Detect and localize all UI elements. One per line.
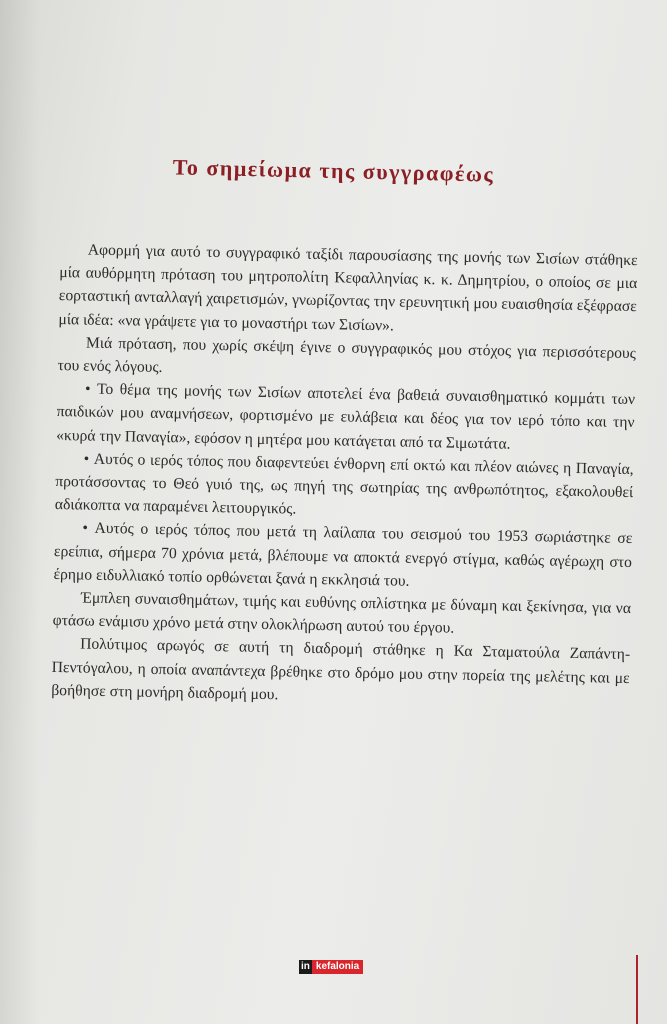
logo-name: kefalonia	[312, 960, 363, 974]
bullet-paragraph-memories	[56, 377, 635, 458]
page-title: Το σημείωμα της συγγραφέως	[172, 154, 495, 187]
bullet-paragraph-panagia	[55, 447, 634, 528]
body-text	[51, 238, 638, 713]
paragraph-intro: Αφορμή για αυτό το συγγραφικό ταξίδι παρουσίασης της μονής των Σισίων στάθηκε μία αυθόρμητη πρόταση του μητροπολίτη Κεφαλληνίας κ. κ. Δημητρίου, ο οποίος σε μια εορταστική ανταλλαγή χαιρετισμών, γνωρίζοντας την ερευνητική μου ευαισθησία εξέφρασε μία ιδέα: «να γράψετε για το μοναστήρι των Σισίων».	[58, 241, 638, 335]
bullet-text-earthquake: Αυτός ο ιερός τόπος που μετά τη λαίλαπα του σεισμού του 1953 σωριάστηκε σε ερείπια, σήμερα 70 χρόνια μετά, βλέπουμε να αποκτά ενεργό στίγμα, καθώς αγέρωχη στο έρημο ειδυλλιακό τοπίο ορθώνεται ξανά η εκκλησιά του.	[53, 520, 633, 590]
bullet-icon	[82, 520, 94, 537]
bullet-text-panagia: Αυτός ο ιερός τόπος που διαφεντεύει ένθορνη επί οκτώ και πλέον αιώνες η Παναγία, προτάσσοντας το Θεό γυιό της, ως πηγή της σωτηρίας της ανθρωπότητος, εξακολουθεί αδιάκοπτα να παραμένει λειτουργικός.	[54, 450, 634, 518]
page-edge-line	[636, 955, 638, 1024]
paragraph-completion: Έμπλεη συναισθημάτων, τιμής και ευθύνης οπλίστηκα με δύναμη και ξεκίνησα, για να φτάσω ενάμισυ χρόνο μετά στην ολοκλήρωση αυτού του έργου.	[52, 589, 632, 637]
bullet-text-memories: Το θέμα της μονής των Σισίων αποτελεί ένα βαθειά συναισθηματικό κομμάτι των παιδικών μου αναμνήσεων, φορτισμένο με ευλάβεια και δέος για τον ιερό τόπο και την «κυρά την Παναγία», εφόσον η μητέρα μου κατάγεται από τα Σιμωτάτα.	[56, 380, 636, 453]
bullet-icon	[85, 381, 97, 398]
logo-prefix: in	[301, 961, 310, 972]
paragraph-proposal: Μιά πρόταση, που χωρίς σκέψη έγινε ο συγγραφικός μου στόχος για περισσότερους του ενός λόγους.	[57, 334, 637, 377]
paragraph-acknowledgement: Πολύτιμος αρωγός σε αυτή τη διαδρομή στάθηκε η Κα Σταματούλα Ζαπάντη-Πεντόγαλου, η οποία αναπάντεχα βρέθηκε στο δρόμο μου στην πορεία της μελέτης και με βοήθησε στη μονήρη διαδρομή μου.	[51, 635, 631, 704]
bullet-icon	[84, 450, 94, 467]
bullet-paragraph-earthquake	[53, 516, 632, 597]
inkefalonia-logo	[299, 960, 363, 974]
